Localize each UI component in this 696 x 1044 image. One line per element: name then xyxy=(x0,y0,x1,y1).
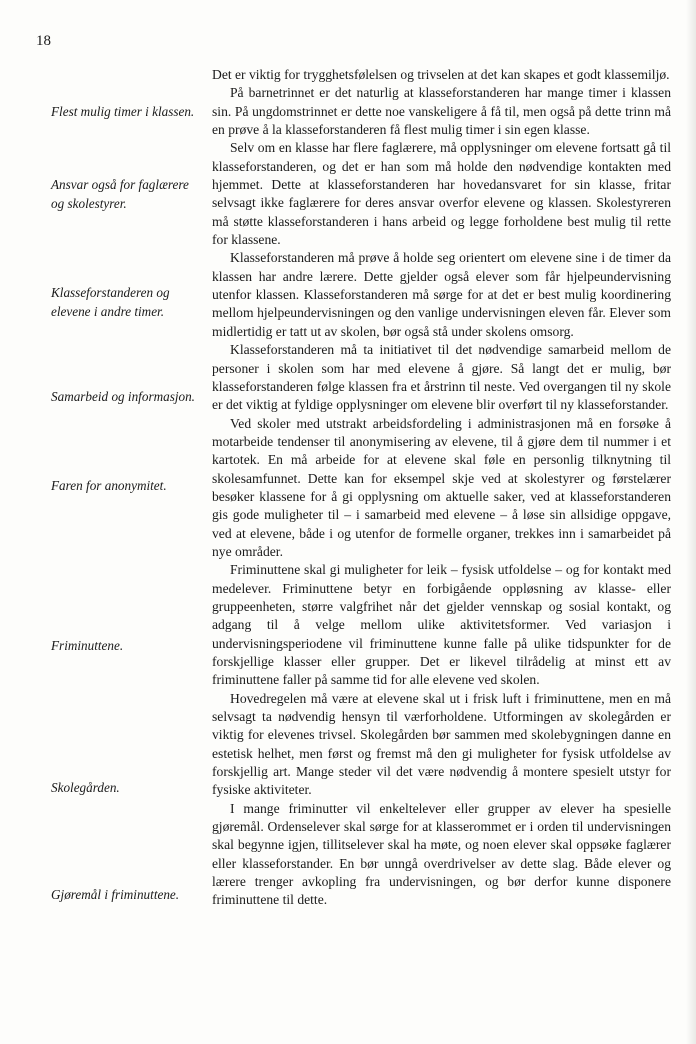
margin-note: Samarbeid og informasjon. xyxy=(51,389,195,404)
paragraph: Ved skoler med utstrakt arbeidsfordeling i administrasjonen må en forsøke å motarbeide tendenser til anonymisering av elevene, til å gjøre dem til nummer i et kartotek. En må arbeide for at elevene skal føle en personlig tilknytning til skolesamfunnet. Dette kan for eksempel skje ved at skolestyrer og førstelærer besøker klassene for å gi opplysning om aktuelle saker, ved at klasseforstanderen gis gode muligheter til – i samarbeid med elevene – å løse sin allsidige oppgave, ved at elevene, både i og utenfor de formelle organer, trekkes inn i samarbeidet på nye områder. xyxy=(212,415,671,559)
margin-note: Ansvar også for faglærere og skolestyrer. xyxy=(51,177,189,211)
paragraph: I mange friminutter vil enkeltelever eller grupper av elever ha spesielle gjøremål. Ordenselever skal sørge for at klasserommet er i orden til undervisningen skal begynne igjen, tillitselever skal ha møte, og noen elever skal oppsøke faglærer eller klasseforstander. En bør unngå overdrivelser av dette slag. Både elever og lærere trenger avkopling fra undervisningen, og bør derfor kunne disponere friminuttene til dette. xyxy=(212,800,671,908)
body-text xyxy=(212,66,671,910)
paragraph: Selv om en klasse har flere faglærere, må opplysninger om elevene fortsatt gå til klasseforstanderen, og det er han som må holde den nødvendige kontakten med hjemmet. Dette at klasseforstanderen har hovedansvaret for sin klasse, fritar selvsagt ikke faglærere for deres ansvar overfor elevene og klassen. Skolestyreren må støtte klasseforstanderen i hans arbeid og legge forholdene best mulig til rette for klassene. xyxy=(212,140,671,248)
margin-note: Faren for anonymitet. xyxy=(51,478,167,493)
paragraph: Klasseforstanderen må ta initiativet til det nødvendige samarbeid mellom de personer i skolen som har med elevene å gjøre. Så langt det er mulig, bør klasseforstanderen følge klassen fra et årstrinn til neste. Ved overgangen til ny skole er det viktig at fyldige opplysninger om elevene blir overført til ny klasseforstander. xyxy=(212,342,671,413)
paragraph: Hovedregelen må være at elevene skal ut i frisk luft i friminuttene, men en må selvsagt ta nødvendig hensyn til værforholdene. Utformingen av skolegården er viktig for elevenes trivsel. Skolegården bør sammen med skolebygningen danne en estetisk helhet, men først og fremst må den gi muligheter for fysisk utfoldelse av forskjellig art. Mange steder vil det være nødvendig å montere spesielt utstyr for fysiske aktiviteter. xyxy=(212,690,671,798)
margin-note: Friminuttene. xyxy=(51,638,124,653)
paragraph: Friminuttene skal gi muligheter for leik – fysisk utfoldelse – og for kontakt med medelever. Friminuttene betyr en forbigående oppløsning av klasse- eller gruppeenheten, større valgfrihet når det gjelder vennskap og sosial kontakt, og adgang til å velge mellom ulike aktivitetsformer. Ved variasjon i undervisningsperiodene vil friminuttene kunne falle på ulike tidspunkter for de forskjellige klasser eller grupper. Det er likevel tilrådelig at minst ett av friminuttene faller på samme tid for alle elevene ved skolen. xyxy=(212,562,671,688)
margin-note: Klasseforstanderen og elevene i andre timer. xyxy=(51,285,170,319)
paragraph: Klasseforstanderen må prøve å holde seg orientert om elevene sine i de timer da klassen har andre lærere. Dette gjelder også elever som får hjelpeundervisning utenfor klassen. Klasseforstanderen må sørge for at det er best mulig koordinering mellom hjelpeundervisningen og den vanlige undervisningen eleven får. Elever som midlertidig er tatt ut av skolen, bør også stå under skolens omsorg. xyxy=(212,250,671,339)
page-number: 18 xyxy=(36,33,51,49)
paragraph: På barnetrinnet er det naturlig at klasseforstanderen har mange timer i klassen sin. På ungdomstrinnet er dette noe vanskeligere å få til, men også på dette trinn må en prøve å la klasseforstanderen få flest mulig timer i sin egen klasse. xyxy=(212,85,671,138)
scan-edge xyxy=(686,0,696,1044)
margin-note: Flest mulig timer i klassen. xyxy=(51,104,195,119)
margin-note: Skolegården. xyxy=(51,780,120,795)
margin-note: Gjøremål i friminuttene. xyxy=(51,887,180,902)
paragraph: Det er viktig for trygghetsfølelsen og trivselen at det kan skapes et godt klassemiljø. xyxy=(212,67,670,82)
